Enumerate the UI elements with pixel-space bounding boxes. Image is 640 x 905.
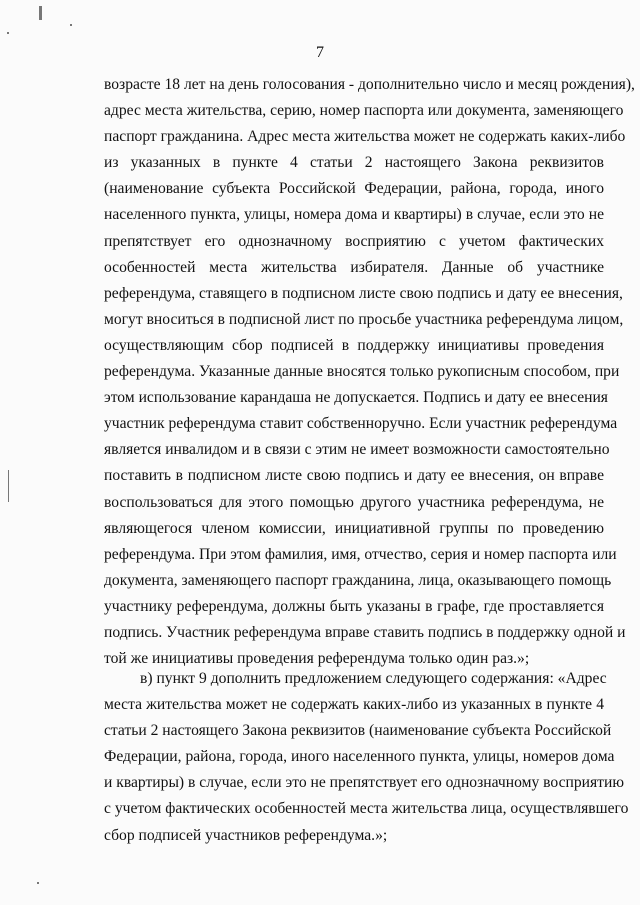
text-line: препятствует его однозначному восприятию с учетом фактических [104, 232, 604, 250]
text-line: места жительства может не содержать каких-либо из указанных в пункте 4 [104, 696, 604, 714]
text-line: статьи 2 настоящего Закона реквизитов (наименование субъекта Российской [104, 722, 612, 740]
text-line: могут вноситься в подписной лист по просьбе участника референдума лицом, [104, 310, 624, 328]
page-number: 7 [316, 44, 324, 61]
text-line: этом использование карандаша не допускается. Подпись и дату ее внесения [104, 389, 608, 407]
text-line: адрес места жительства, серию, номер паспорта или документа, заменяющего [104, 102, 624, 120]
text-line: документа, заменяющего паспорт гражданина, лица, оказывающего помощь [104, 571, 612, 589]
text-line: референдума. Указанные данные вносятся только рукописным способом, при [104, 363, 620, 381]
text-line: Федерации, района, города, иного населенного пункта, улицы, номеров дома [104, 748, 615, 766]
text-line: поставить в подписном листе свою подпись и дату ее внесения, он вправе [104, 467, 604, 485]
text-line: особенностей места жительства избирателя. Данные об участнике [104, 258, 604, 276]
text-line: участник референдума ставит собственноручно. Если участник референдума [104, 415, 618, 433]
text-line: (наименование субъекта Российской Федерации, района, города, иного [104, 180, 604, 198]
text-line: подпись. Участник референдума вправе ставить подпись в поддержку одной и [104, 623, 626, 641]
paragraph-signature-data [104, 72, 635, 672]
paragraph-item-v [104, 666, 629, 849]
text-line: паспорт гражданина. Адрес места жительства может не содержать каких-либо [104, 128, 626, 146]
text-line: воспользоваться для этого помощью другого участника референдума, не [104, 493, 604, 511]
scan-artifact [8, 470, 9, 502]
text-line: референдума, ставящего в подписном листе свою подпись и дату ее внесения, [104, 284, 623, 302]
text-line: референдума. При этом фамилия, имя, отчество, серия и номер паспорта или [104, 545, 617, 563]
scan-artifact [37, 882, 39, 884]
text-line: с учетом фактических особенностей места жительства лица, осуществлявшего [104, 800, 629, 818]
text-line: из указанных в пункте 4 статьи 2 настоящего Закона реквизитов [104, 154, 604, 172]
text-line: является инвалидом и в связи с этим не имеет возможности самостоятельно [104, 441, 610, 459]
scan-artifact [39, 6, 42, 20]
text-line: в) пункт 9 дополнить предложением следующего содержания: «Адрес [140, 670, 607, 687]
text-line: осуществляющим сбор подписей в поддержку инициативы проведения [104, 336, 604, 354]
text-line: сбор подписей участников референдума.»; [104, 826, 388, 844]
text-line: и квартиры) в случае, если это не препятствует его однозначному восприятию [104, 774, 624, 792]
scan-artifact [70, 24, 72, 26]
text-line: возрасте 18 лет на день голосования - дополнительно число и месяц рождения), [104, 76, 635, 93]
text-line: той же инициативы проведения референдума только один раз.»; [104, 650, 530, 668]
scan-artifact [7, 32, 9, 34]
text-line: населенного пункта, улицы, номера дома и квартиры) в случае, если это не [104, 206, 604, 224]
text-line: участнику референдума, должны быть указаны в графе, где проставляется [104, 597, 604, 615]
text-line: являющегося членом комиссии, инициативной группы по проведению [104, 519, 604, 537]
